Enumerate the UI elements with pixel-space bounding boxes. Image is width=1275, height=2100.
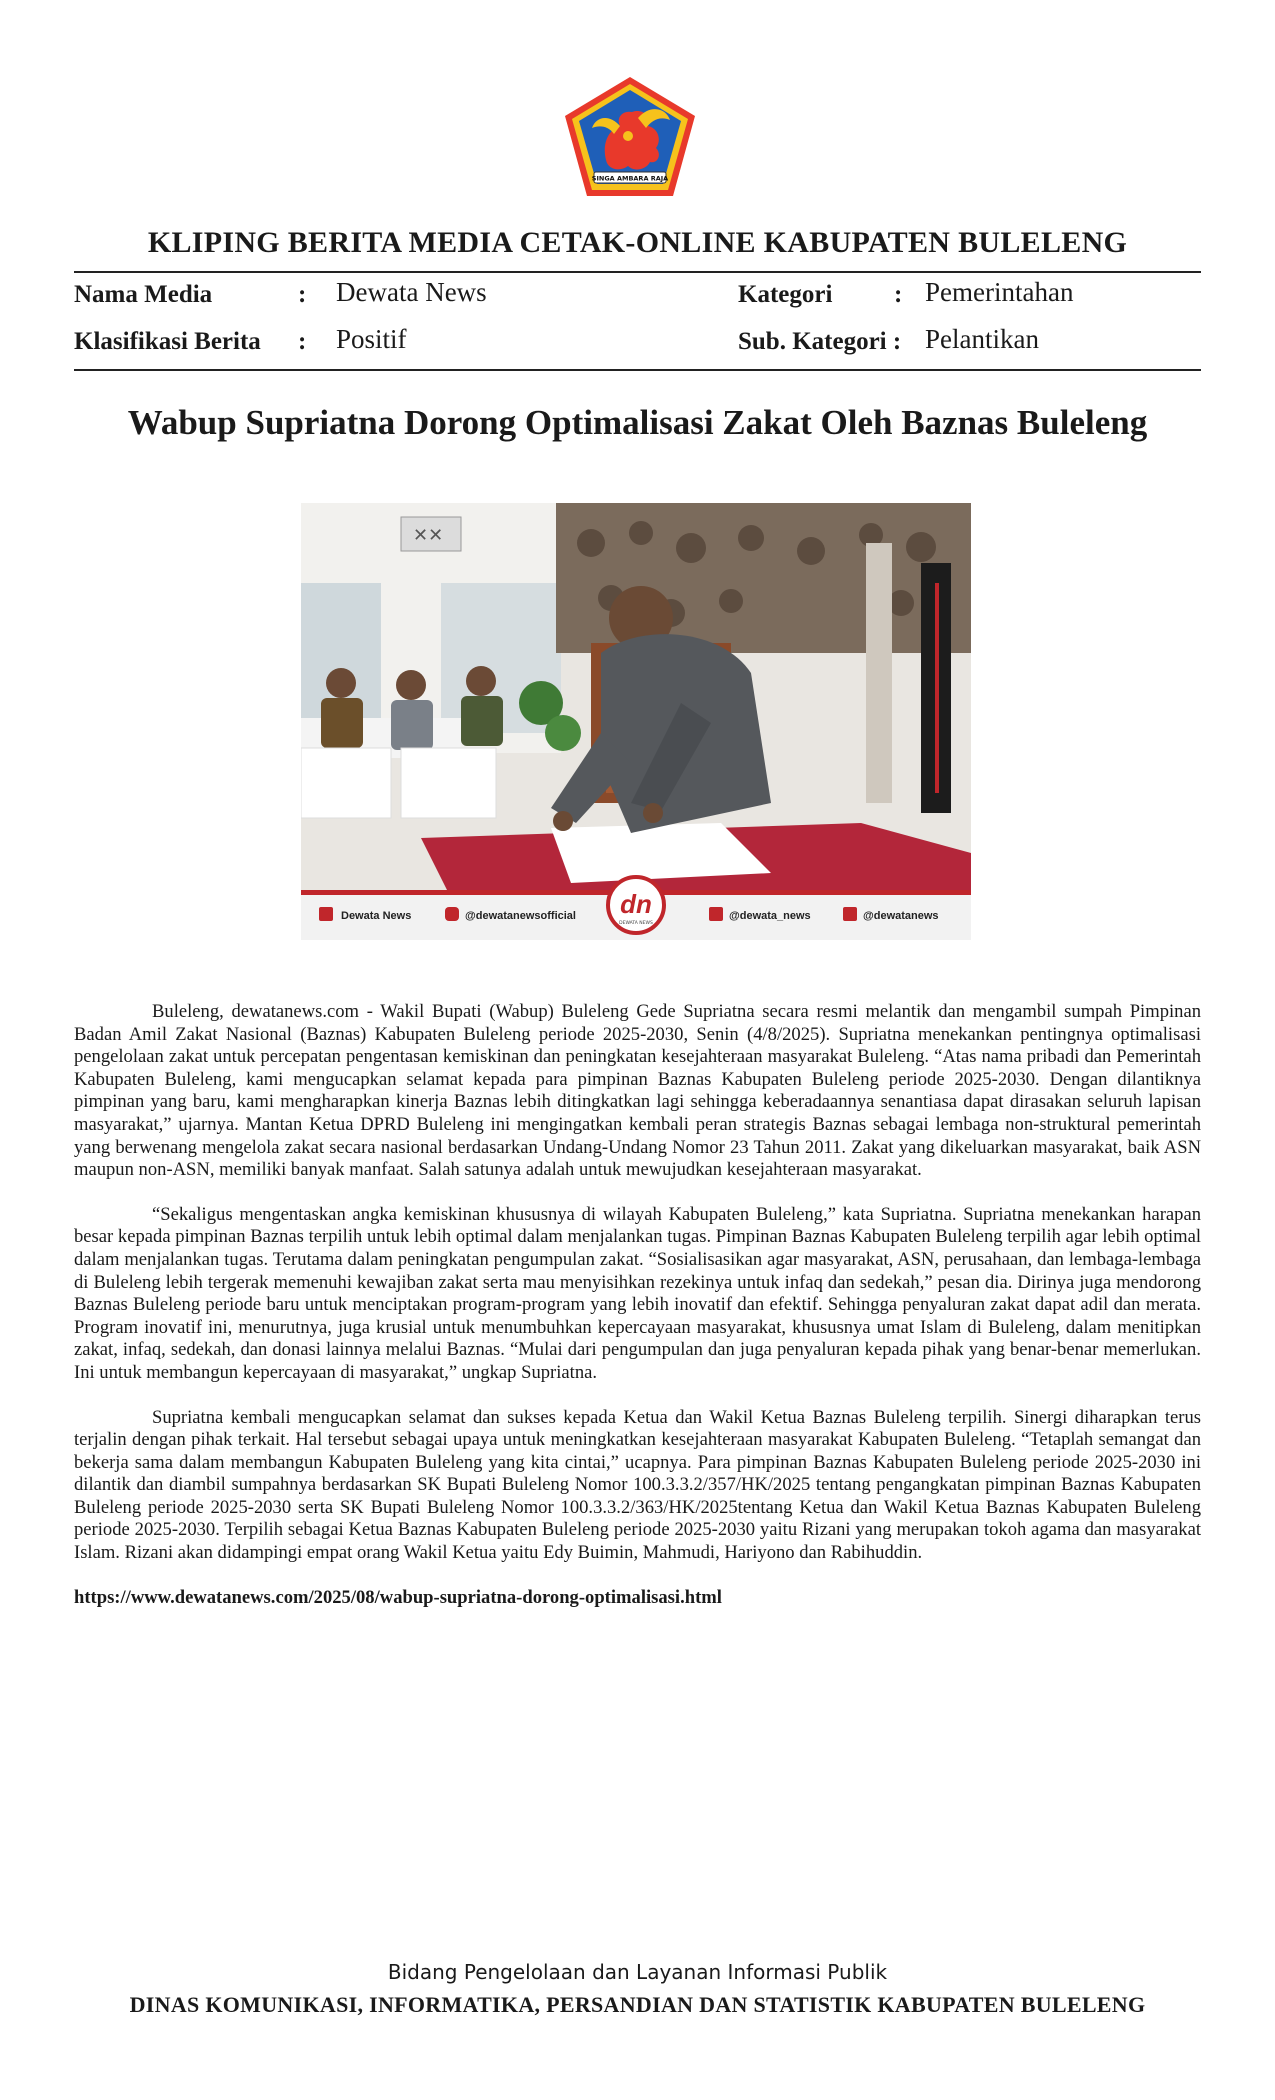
klasifikasi-colon: :: [298, 328, 307, 355]
top-divider: [74, 271, 1201, 273]
sub-kategori-value: Pelantikan: [925, 324, 1039, 354]
buleleng-crest-logo: [562, 74, 698, 200]
banner-logo-text: dn: [620, 889, 652, 919]
banner-twitter-text: @dewata_news: [729, 910, 811, 922]
kategori-colon: :: [894, 281, 903, 308]
crest-motto-text: SINGA AMBARA RAJA: [591, 174, 669, 183]
kategori-label: Kategori: [738, 281, 833, 308]
article-paragraph: Supriatna kembali mengucapkan selamat dan sukses kepada Ketua dan Wakil Ketua Baznas Buleleng terpilih. Sinergi diharapkan terus terjalin dengan pihak terkait. Hal tersebut sebagai upaya untuk meningkatkan kesejahteraan masyarakat Kabupaten Buleleng. “Tetaplah semangat dan bekerja sama dalam membangun Kabupaten Buleleng yang kita cintai,” ucapnya. Para pimpinan Baznas Kabupaten Buleleng periode 2025-2030 ini dilantik dan diambil sumpahnya berdasarkan SK Bupati Buleleng Nomor 100.3.3.2/357/HK/2025 tentang pengangkatan pimpinan Baznas Kabupaten Buleleng periode 2025-2030 serta SK Bupati Buleleng Nomor 100.3.3.2/363/HK/2025tentang Ketua dan Wakil Ketua Baznas Kabupaten Buleleng periode 2025-2030. Terpilih sebagai Ketua Baznas Kabupaten Buleleng periode 2025-2030 yaitu Rizani yang merupakan tokoh agama dan masyarakat Islam. Rizani akan didampingi empat orang Wakil Ketua yaitu Edy Buimin, Mahmudi, Hariyono dan Rabihuddin.: [74, 1406, 1201, 1564]
kategori-value: Pemerintahan: [925, 277, 1074, 307]
footer-department: DINAS KOMUNIKASI, INFORMATIKA, PERSANDIAN DAN STATISTIK KABUPATEN BULELENG: [129, 1992, 1146, 2017]
news-photo: [301, 503, 971, 940]
meta-klasifikasi-row: [74, 324, 634, 362]
banner-instagram-text: @dewatanewsofficial: [465, 910, 576, 922]
footer-division: Bidang Pengelolaan dan Layanan Informasi Publik: [387, 1960, 888, 1984]
article-paragraph: Buleleng, dewatanews.com - Wakil Bupati (Wabup) Buleleng Gede Supriatna secara resmi melantik dan mengambil sumpah Pimpinan Badan Amil Zakat Nasional (Baznas) Kabupaten Buleleng periode 2025-2030, Senin (4/8/2025). Supriatna menekankan pentingnya optimalisasi pengelolaan zakat untuk percepatan pengentasan kemiskinan dan peningkatan kesejahteraan masyarakat Buleleng. “Atas nama pribadi dan Pemerintah Kabupaten Buleleng, kami mengucapkan selamat kepada para pimpinan Baznas Kabupaten Buleleng periode 2025-2030. Dengan dilantiknya pimpinan yang baru, kami mengharapkan kinerja Baznas lebih ditingkatkan lagi sehingga keberadaannya senantiasa dapat dirasakan seluruh lapisan masyarakat,” ujarnya. Mantan Ketua DPRD Buleleng ini mengingatkan kembali peran strategis Baznas sebagai lembaga non-struktural pemerintah yang berwenang mengelola zakat secara nasional berdasarkan Undang-Undang Nomor 23 Tahun 2011. Zakat yang dikeluarkan masyarakat, baik ASN maupun non-ASN, memiliki banyak manfaat. Salah satunya adalah untuk mewujudkan kesejahteraan masyarakat.: [74, 1001, 1201, 1181]
klasifikasi-label: Klasifikasi Berita: [74, 328, 261, 355]
svg-text:✕✕: ✕✕: [413, 525, 444, 546]
meta-kategori-row: [738, 277, 1198, 315]
banner-logo-sub-text: DEWATA NEWS: [619, 921, 653, 926]
media-label: Nama Media: [74, 281, 213, 308]
banner-tiktok-text: @dewatanews: [863, 910, 939, 922]
kliping-title: KLIPING BERITA MEDIA CETAK-ONLINE KABUPATEN BULELENG: [147, 226, 1128, 259]
article-headline: Wabup Supriatna Dorong Optimalisasi Zakat Oleh Baznas Buleleng: [127, 403, 1148, 442]
bottom-divider: [74, 369, 1201, 371]
media-value: Dewata News: [336, 277, 487, 307]
article-paragraph: “Sekaligus mengentaskan angka kemiskinan khususnya di wilayah Kabupaten Buleleng,” kata Supriatna. Supriatna menekankan harapan besar kepada pimpinan Baznas terpilih untuk lebih optimal dalam menjalankan tugas. Pimpinan Baznas Kabupaten Buleleng terpilih agar lebih optimal dalam menjalankan tugas. Terutama dalam peningkatan pengumpulan zakat. “Sosialisasikan agar masyarakat, ASN, perusahaan, dan lembaga-lembaga di Buleleng lebih tergerak memenuhi kewajiban zakat serta mau menyisihkan rezekinya untuk infaq dan sedekah,” pesan dia. Dirinya juga mendorong Baznas Buleleng periode baru untuk menciptakan program-program yang lebih inovatif dan efektif. Sehingga penyaluran zakat dapat adil dan merata. Program inovatif ini, menurutnya, juga krusial untuk menumbuhkan kepercayaan masyarakat, khususnya umat Islam di Buleleng, dalam menitipkan zakat, infaq, sedekah, dan donasi lainnya melalui Baznas. “Mulai dari pengumpulan dan juga penyaluran kepada pihak yang benar-benar memerlukan. Ini untuk membangun kepercayaan di masyarakat,” ungkap Supriatna.: [74, 1203, 1201, 1383]
banner-facebook-text: Dewata News: [341, 910, 412, 922]
klasifikasi-value: Positif: [336, 324, 407, 354]
source-url[interactable]: https://www.dewatanews.com/2025/08/wabup-supriatna-dorong-optimalisasi.html: [74, 1586, 722, 1608]
article-body: [74, 1001, 1201, 1631]
meta-media-row: [74, 277, 634, 315]
media-colon: :: [298, 281, 307, 308]
meta-sub-kategori-row: [738, 324, 1198, 362]
sub-kategori-label: Sub. Kategori :: [738, 328, 902, 355]
